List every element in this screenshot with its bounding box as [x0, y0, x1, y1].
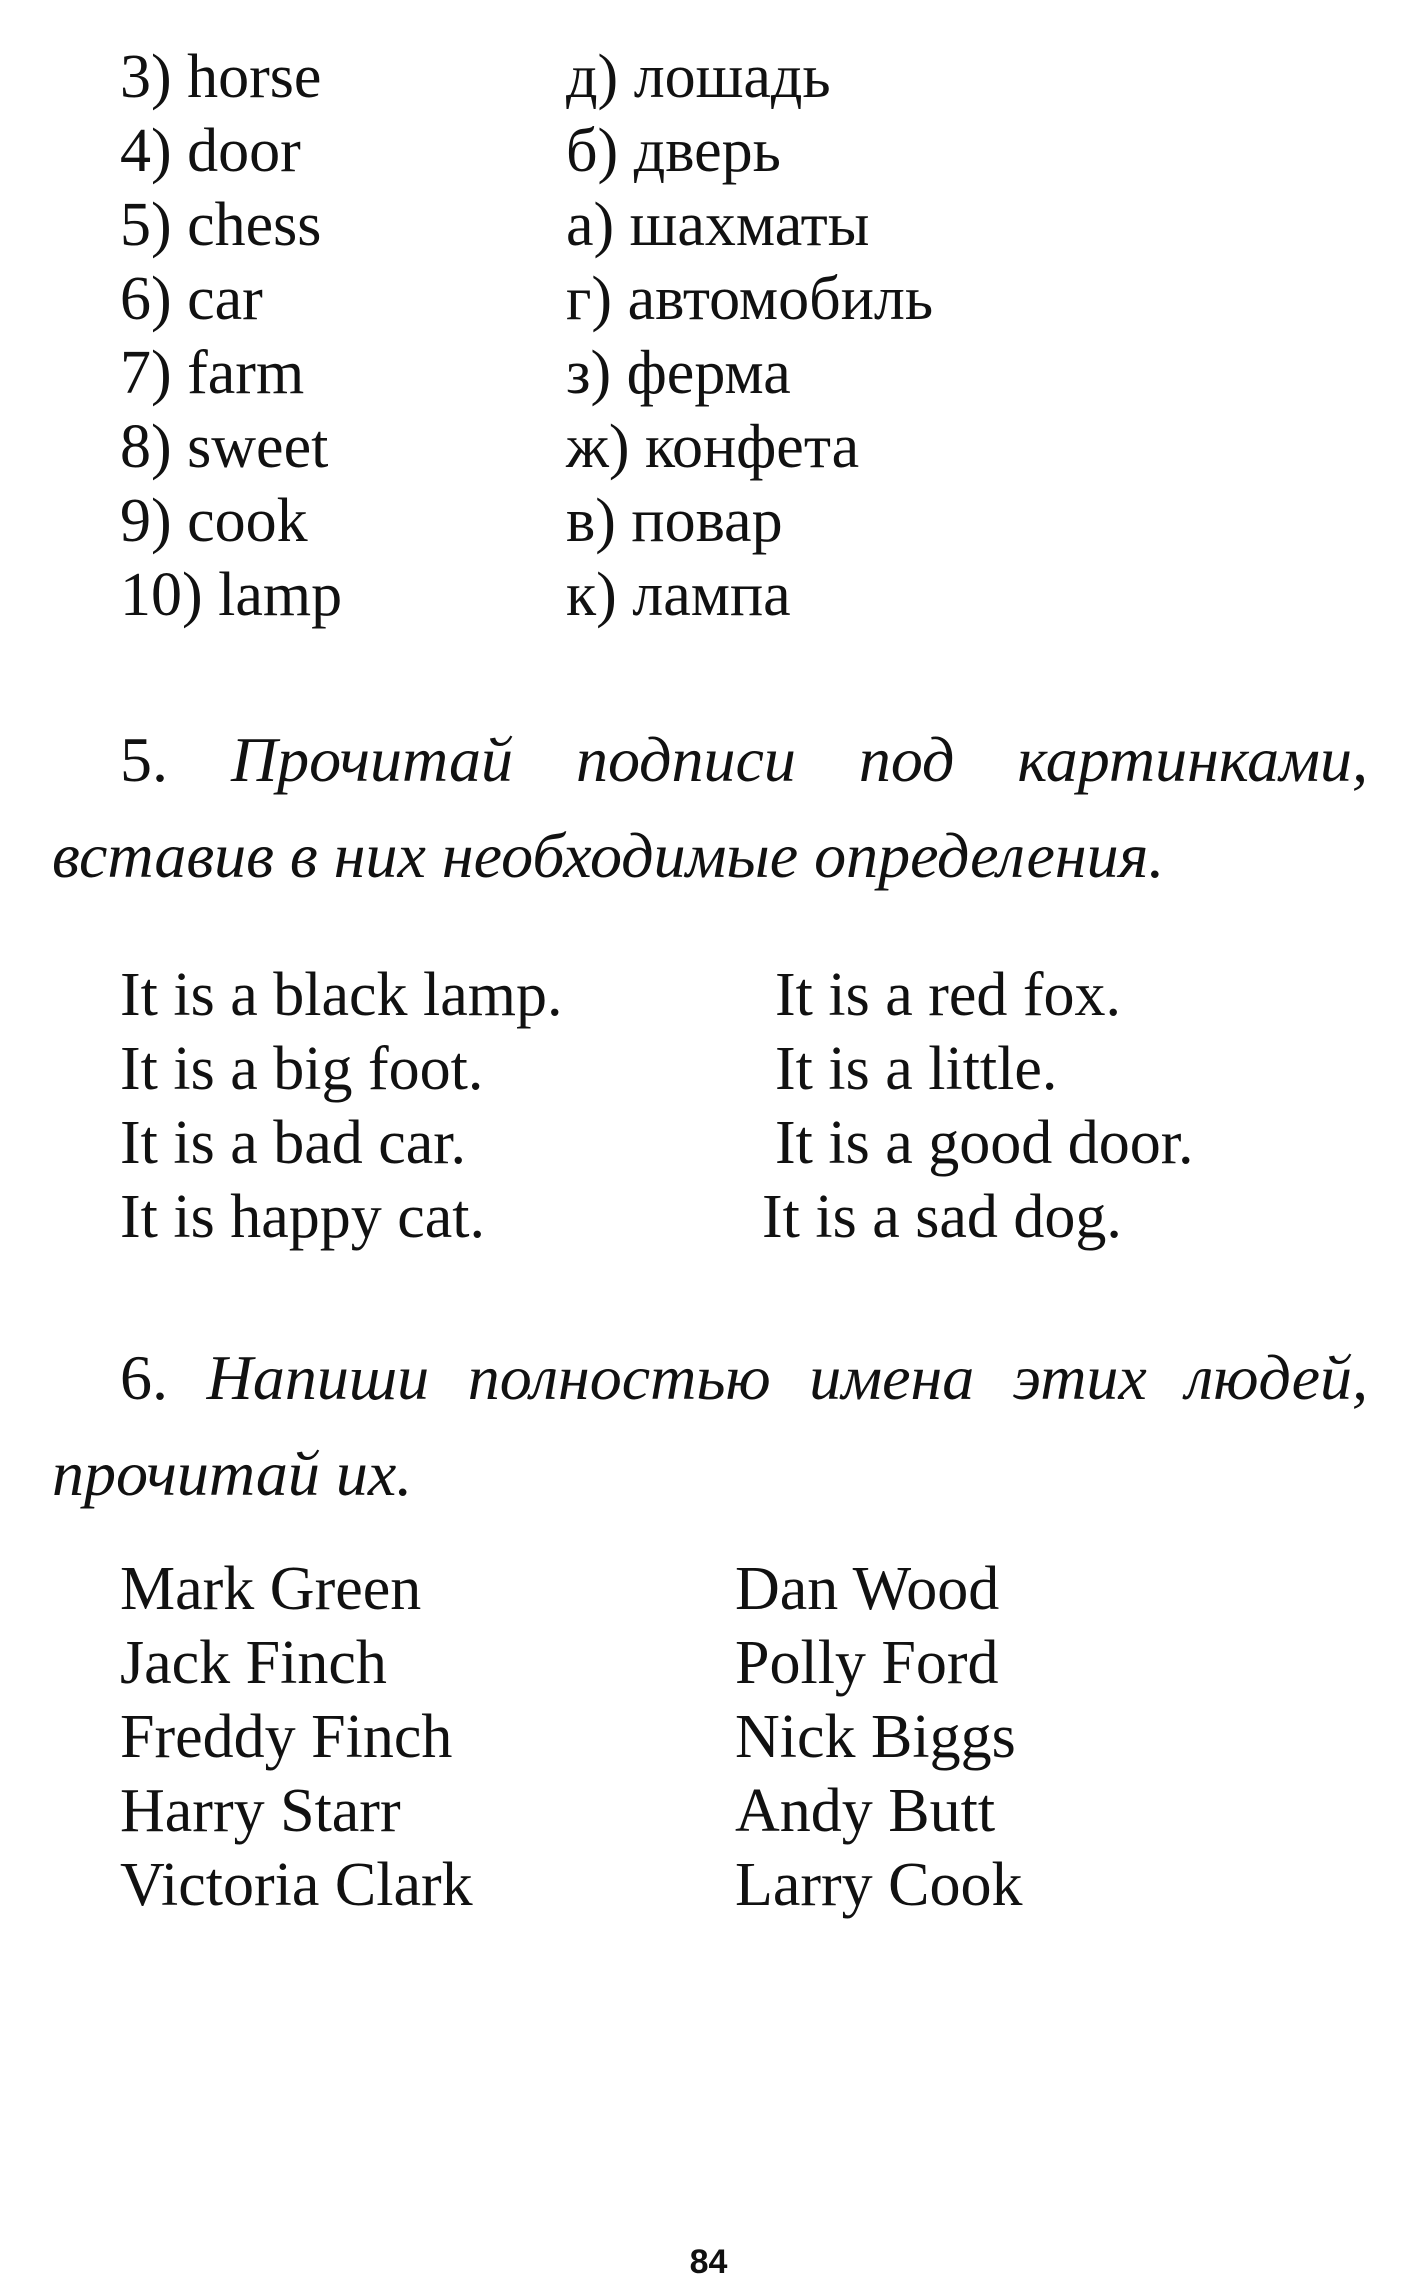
name-left: Freddy Finch: [120, 1703, 453, 1771]
page-number: 84: [689, 2243, 728, 2281]
vocab-ru-item: з) ферма: [566, 339, 791, 407]
exercise-5-instruction: [52, 712, 1368, 904]
sentence-left: It is a big foot.: [120, 1035, 484, 1103]
exercise-6-text-1: Напиши полностью имена этих людей,: [206, 1342, 1369, 1413]
vocab-ru-item: в) повар: [566, 487, 783, 555]
exercise-6-number: 6.: [120, 1342, 168, 1413]
vocab-en-item: 3) horse: [120, 43, 322, 111]
name-right: Polly Ford: [735, 1629, 999, 1697]
sentence-left: It is a black lamp.: [120, 961, 563, 1029]
vocab-ru-item: к) лампа: [566, 561, 791, 629]
name-left: Mark Green: [120, 1555, 422, 1623]
sentence-right: It is a little.: [775, 1035, 1058, 1103]
name-right: Nick Biggs: [735, 1703, 1016, 1771]
name-right: Dan Wood: [735, 1555, 1000, 1623]
exercise-5-text-1: Прочитай подписи под картинками,: [230, 724, 1369, 795]
vocab-ru-item: а) шахматы: [566, 191, 870, 259]
exercise-5-number: 5.: [120, 724, 168, 795]
vocab-ru-item: г) автомобиль: [566, 265, 934, 333]
sentence-left: It is happy cat.: [120, 1183, 486, 1251]
exercise-6-instruction: [52, 1330, 1368, 1522]
vocab-en-item: 4) door: [120, 117, 301, 185]
sentence-right: It is a red fox.: [775, 961, 1122, 1029]
name-right: Andy Butt: [735, 1777, 996, 1845]
sentence-left: It is a bad car.: [120, 1109, 467, 1177]
exercise-5-line-2: вставив в них необходимые определения.: [52, 820, 1165, 891]
vocab-en-item: 8) sweet: [120, 413, 329, 481]
vocab-en-item: 9) cook: [120, 487, 308, 555]
vocab-en-item: 5) chess: [120, 191, 322, 259]
vocab-ru-item: ж) конфета: [566, 413, 860, 481]
exercise-5-line-1: [52, 712, 1368, 808]
vocab-ru-item: б) дверь: [566, 117, 781, 185]
name-left: Harry Starr: [120, 1777, 401, 1845]
exercise-6-line-2: прочитай их.: [52, 1438, 413, 1509]
name-left: Victoria Clark: [120, 1851, 473, 1919]
name-left: Jack Finch: [120, 1629, 387, 1697]
sentence-right: It is a good door.: [775, 1109, 1194, 1177]
vocab-en-item: 6) car: [120, 265, 263, 333]
vocab-ru-item: д) лошадь: [566, 43, 831, 111]
sentence-right: It is a sad dog.: [762, 1183, 1122, 1251]
name-right: Larry Cook: [735, 1851, 1023, 1919]
vocab-en-item: 10) lamp: [120, 561, 343, 629]
exercise-6-line-1: [52, 1330, 1368, 1426]
vocab-en-item: 7) farm: [120, 339, 305, 407]
